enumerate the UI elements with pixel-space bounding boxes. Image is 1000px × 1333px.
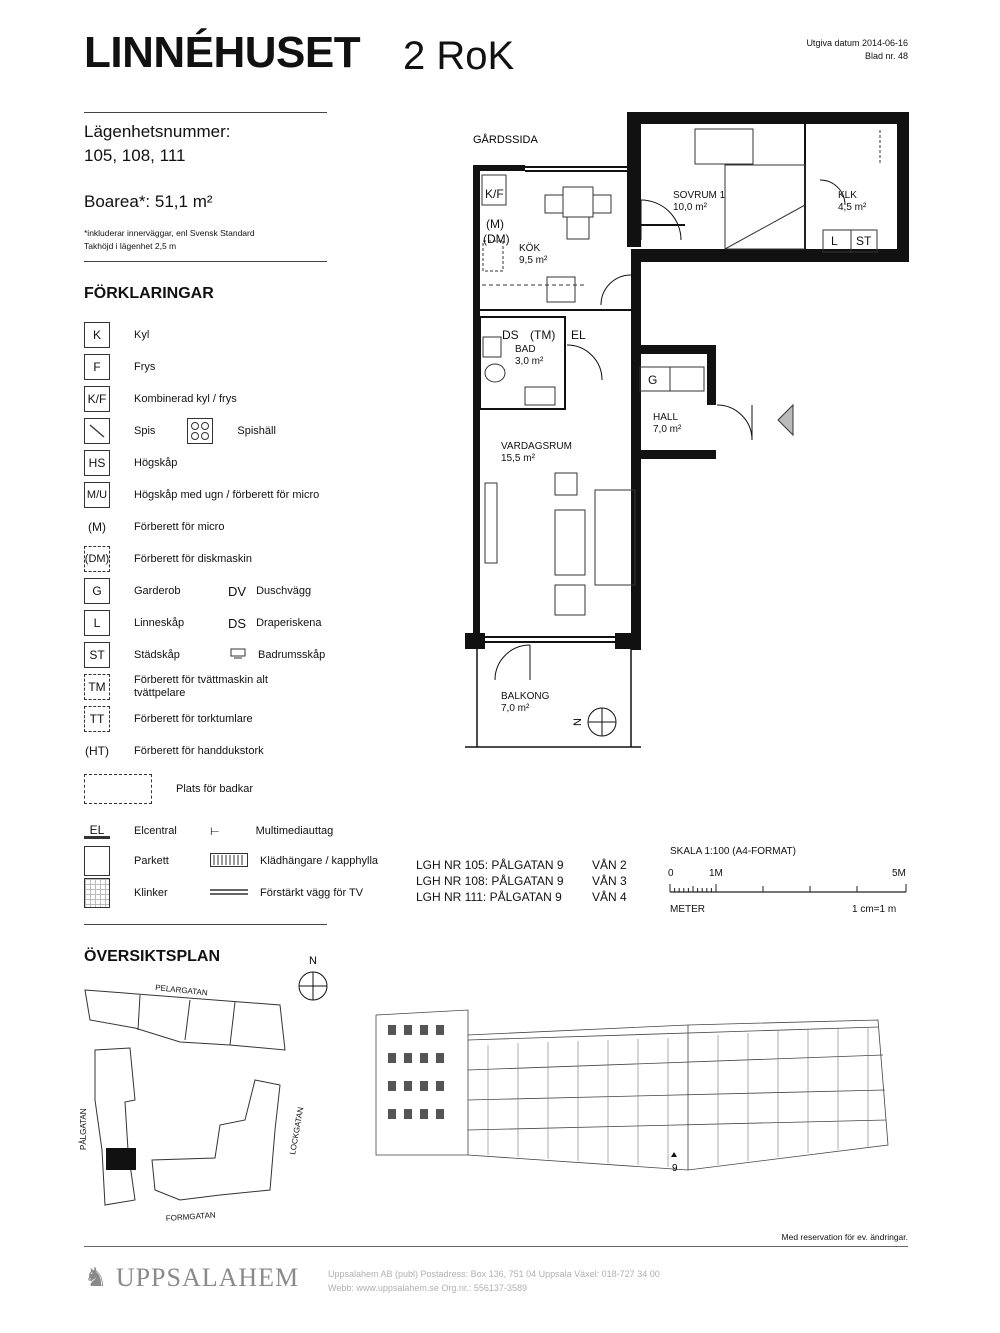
legend-label: Frys (134, 361, 156, 373)
legend-label: Högskåp (134, 457, 178, 469)
legend-heading: FÖRKLARINGAR (84, 285, 214, 302)
scale-ratio: 1 cm=1 m (852, 904, 897, 915)
room-hall-label: HALL (653, 412, 679, 423)
list-item: LGH NR 111: PÅLGATAN 9 VÅN 4 (416, 890, 627, 904)
page-title: LINNÉHUSET (84, 28, 361, 77)
legend-label: Förstärkt vägg för TV (260, 887, 364, 899)
north-label: N (572, 718, 584, 726)
footer-address (328, 1267, 660, 1295)
legend-label: Linneskåp (134, 617, 185, 629)
floor-plan (455, 105, 915, 755)
legend-symbol: ST (84, 642, 110, 668)
legend-item-spis (84, 417, 414, 445)
room-balcony-label: BALKONG (501, 691, 550, 702)
hob-icon (187, 418, 213, 444)
legend-symbol: (HT) (85, 744, 109, 758)
legend-label: Badrumsskåp (258, 649, 326, 661)
scale-tick-5: 5M (892, 868, 906, 879)
living-area: Boarea*: 51,1 m² (84, 192, 213, 211)
legend-symbol: DS (228, 615, 247, 631)
legend-label: Kyl (134, 329, 150, 341)
overview-heading: ÖVERSIKTSPLAN (84, 948, 221, 965)
legend-symbol: (DM) (84, 546, 110, 572)
legend-label: Förberett för torktumlare (134, 713, 253, 725)
washing-machine-label: (TM) (530, 328, 556, 342)
entrance-number: 9 (672, 1163, 678, 1174)
electric-panel-label: EL (571, 328, 586, 342)
room-bathroom-label: BAD (515, 344, 536, 355)
logo-text: UPPSALAHEM (115, 1263, 300, 1292)
cleaning-cupboard-label: ST (856, 234, 872, 248)
street-label: LOCKGATAN (288, 1106, 306, 1156)
divider (84, 112, 327, 113)
legend-label: Garderob (134, 585, 181, 597)
lion-logo-icon: ♞ (84, 1263, 109, 1292)
room-closet-area: 4,5 m² (838, 202, 867, 213)
legend-label: Plats för badkar (176, 783, 254, 795)
entrance-marker (778, 405, 793, 435)
parquet-swatch (84, 846, 110, 876)
scale-title: SKALA 1:100 (A4-FORMAT) (670, 846, 796, 857)
divider (84, 261, 327, 262)
hanger-icon (210, 853, 248, 870)
compass-north-label: N (309, 955, 317, 967)
room-bedroom-label: SOVRUM 1 (673, 190, 726, 201)
tile-swatch (84, 878, 110, 908)
legend-label: Draperiskena (256, 617, 322, 629)
apartment-number-label: Lägenhetsnummer: (84, 122, 231, 141)
legend-item-hogskap-ugn (84, 481, 414, 509)
footer-divider (84, 1246, 908, 1247)
legend-label: Duschvägg (256, 585, 312, 597)
building-illustration (358, 995, 910, 1175)
room-bedroom-area: 10,0 m² (673, 202, 707, 213)
legend-item-linneskap (84, 609, 414, 637)
list-item: LGH NR 105: PÅLGATAN 9 VÅN 2 (416, 858, 627, 872)
apartments-list (416, 857, 627, 905)
street-label: FORMGATAN (165, 1210, 216, 1223)
courtyard-label: GÅRDSSIDA (473, 134, 538, 146)
entrance-marker (671, 1152, 677, 1157)
address-line: Webb: www.uppsalahem.se Org.nr.: 556137-3589 (328, 1283, 527, 1293)
legend-item-handdukstork (84, 737, 414, 765)
legend-item-badkar (84, 775, 414, 803)
compass-icon (299, 955, 327, 1000)
room-bathroom-area: 3,0 m² (515, 356, 544, 367)
room-hall-area: 7,0 m² (653, 424, 682, 435)
legend-item-frys (84, 353, 414, 381)
legend-label: Städskåp (134, 649, 180, 661)
area-note: *inkluderar innerväggar, enl Svensk Standard (84, 228, 255, 238)
sheet-number: Blad nr. 48 (864, 51, 908, 61)
street-label: PELARGATAN (154, 983, 209, 998)
legend-label: Högskåp med ugn / förberett för micro (134, 489, 320, 501)
legend-item-elcentral (84, 817, 414, 845)
legend-item-klinker (84, 878, 414, 908)
wardrobe-label: G (648, 373, 658, 387)
street-label: PÅLGATAN (79, 1108, 88, 1150)
stove-icon (84, 418, 110, 444)
scale-bar (668, 882, 908, 894)
list-item: LGH NR 108: PÅLGATAN 9 VÅN 3 (416, 874, 627, 888)
room-living-area: 15,5 m² (501, 453, 535, 464)
legend-item-micro (84, 513, 414, 541)
legend-label: Förberett för tvättmaskin alt tvättpelare (134, 674, 268, 699)
legend-symbol: TT (84, 706, 110, 732)
legend-symbol: G (84, 578, 110, 604)
divider (84, 924, 327, 925)
bathroom-cabinet-icon (230, 648, 246, 663)
apartment-type: 2 RoK (403, 34, 515, 78)
legend-label: Elcentral (134, 825, 177, 837)
legend-item-parkett (84, 846, 414, 876)
legend-label: Förberett för micro (134, 521, 225, 533)
legend-symbol: K (84, 322, 110, 348)
linen-label: L (831, 234, 838, 248)
legend-label: Klinker (134, 887, 168, 899)
legend-symbol: M/U (84, 482, 110, 508)
legend-item-garderob (84, 577, 414, 605)
legend-symbol: F (84, 354, 110, 380)
micro-label: (M) (486, 217, 504, 231)
bathtub-icon (84, 774, 152, 804)
legend-symbol: (M) (88, 520, 106, 534)
legend-item-hogskap (84, 449, 414, 477)
legend-label: Multimediauttag (255, 825, 334, 837)
legend-label: Förberett för diskmaskin (134, 553, 252, 565)
tv-wall-icon (210, 887, 248, 899)
room-kitchen-label: KÖK (519, 243, 541, 254)
room-kitchen-area: 9,5 m² (519, 255, 548, 266)
legend-label: Kombinerad kyl / frys (134, 393, 237, 405)
uppsalahem-logo (84, 1263, 299, 1293)
reservation-note: Med reservation för ev. ändringar. (781, 1232, 908, 1242)
fridge-freezer-label: K/F (485, 187, 504, 201)
legend-symbol: EL (84, 824, 110, 839)
ceiling-height-note: Takhöjd i lägenhet 2,5 m (84, 241, 177, 251)
scale-unit: METER (670, 904, 705, 915)
multimedia-outlet-icon: ⊢ (210, 825, 220, 838)
scale-tick-1: 1M (709, 868, 723, 879)
legend-item-stadskap (84, 641, 414, 669)
north-arrow-icon (572, 708, 616, 736)
legend-label: Parkett (134, 855, 169, 867)
issue-date: Utgiva datum 2014-06-16 (806, 38, 908, 48)
legend-label: Spishäll (237, 425, 276, 437)
scale-tick-0: 0 (668, 868, 674, 879)
apartment-numbers: 105, 108, 111 (84, 146, 186, 165)
site-plan (80, 950, 370, 1230)
legend-symbol: DV (228, 583, 247, 599)
dishwasher-label: (DM) (483, 232, 510, 246)
room-living-label: VARDAGSRUM (501, 441, 572, 452)
legend-item-tvattmaskin (84, 673, 414, 701)
legend-symbol: HS (84, 450, 110, 476)
curtain-rail-label: DS (502, 328, 519, 342)
legend-label: Spis (134, 425, 156, 437)
legend-label: Klädhängare / kapphylla (260, 855, 379, 867)
legend-symbol: L (84, 610, 110, 636)
legend-symbol: TM (84, 674, 110, 700)
address-line: Uppsalahem AB (publ) Postadress: Box 136, 751 04 Uppsala Växel: 018-727 34 00 (328, 1269, 660, 1279)
legend-item-torktumlare (84, 705, 414, 733)
legend-symbol: K/F (84, 386, 110, 412)
building-highlight (106, 1148, 136, 1170)
legend-label: Förberett för handdukstork (134, 745, 264, 757)
legend-item-diskmaskin (84, 545, 414, 573)
room-closet-label: KLK (838, 190, 857, 201)
legend-item-kyl (84, 321, 414, 349)
room-balcony-area: 7,0 m² (501, 703, 530, 714)
legend-item-kyl-frys (84, 385, 414, 413)
